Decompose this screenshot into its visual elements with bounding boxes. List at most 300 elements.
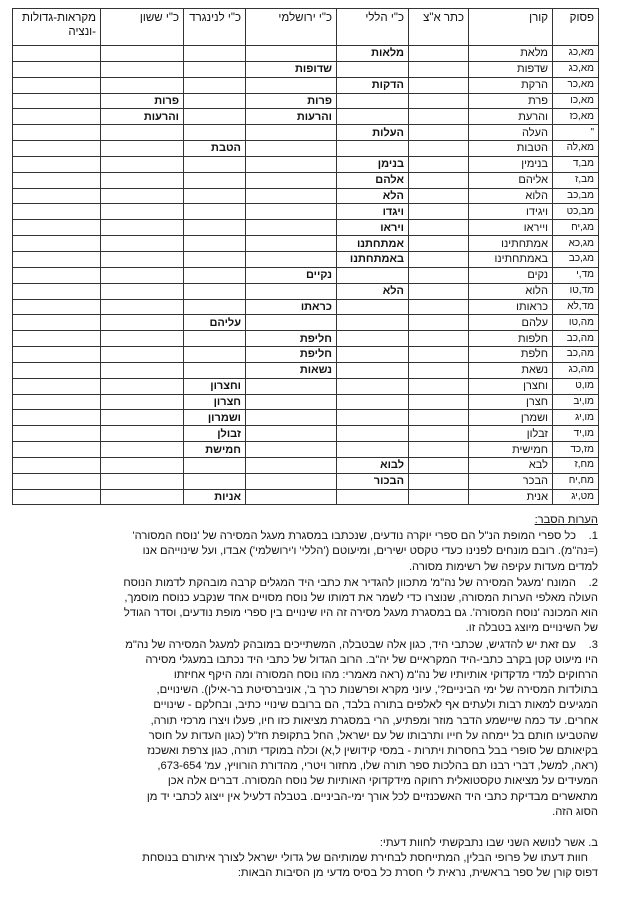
- koren-cell: הטבות: [469, 141, 553, 157]
- yerushalmi-cell: [246, 251, 337, 267]
- leningrad-cell: [184, 236, 246, 252]
- table-row: [13, 457, 599, 473]
- keter-cell: [409, 109, 469, 125]
- sasson-cell: [101, 46, 184, 62]
- leningrad-cell: [184, 331, 246, 347]
- leningrad-cell: זבולן: [184, 426, 246, 442]
- note-number: 1.: [588, 530, 598, 543]
- keter-cell: [409, 473, 469, 489]
- verse-ref-cell: מב,ז: [553, 172, 599, 188]
- keter-cell: [409, 442, 469, 458]
- keter-cell: [409, 457, 469, 473]
- yerushalmi-cell: שדופות: [246, 61, 337, 77]
- table-body: [13, 46, 599, 505]
- mikraot-gedolot-cell: [13, 61, 101, 77]
- note-item: [22, 529, 598, 575]
- yerushalmi-cell: [246, 77, 337, 93]
- table-row: [13, 267, 599, 283]
- hilleli-cell: אלהם: [337, 172, 409, 188]
- keter-cell: [409, 267, 469, 283]
- yerushalmi-cell: חליפת: [246, 347, 337, 363]
- sasson-cell: [101, 267, 184, 283]
- yerushalmi-cell: [246, 220, 337, 236]
- mikraot-gedolot-cell: [13, 299, 101, 315]
- verse-ref-cell: מא,כר: [553, 77, 599, 93]
- koren-cell: חצרן: [469, 394, 553, 410]
- leningrad-cell: הטבת: [184, 141, 246, 157]
- hilleli-cell: הלא: [337, 283, 409, 299]
- leningrad-cell: [184, 267, 246, 283]
- mikraot-gedolot-cell: [13, 378, 101, 394]
- koren-cell: וייראו: [469, 220, 553, 236]
- mikraot-gedolot-cell: [13, 362, 101, 378]
- hilleli-cell: הדקות: [337, 77, 409, 93]
- sasson-cell: [101, 251, 184, 267]
- note-line: בקיאותם של סופרי בבל בחסרות ויתרות - במסי קידושין ל,א) וכלה במוקדי תורה, כגון צרפת ואשכנז: [147, 745, 598, 758]
- mikraot-gedolot-cell: [13, 156, 101, 172]
- koren-cell: חלפות: [469, 331, 553, 347]
- sasson-cell: פרות: [101, 93, 184, 109]
- hilleli-cell: לבוא: [337, 457, 409, 473]
- section-b-line: חוות דעתו של פרופי הבלין, המתייחסת לבחירת שמותיהם של גדולי ישראל לצורך איתורם בנוסחת: [142, 852, 588, 865]
- sasson-cell: [101, 204, 184, 220]
- notes-heading: הערות הסבר:: [534, 514, 598, 526]
- koren-cell: הלוא: [469, 188, 553, 204]
- sasson-cell: [101, 362, 184, 378]
- table-row: [13, 299, 599, 315]
- table-row: [13, 204, 599, 220]
- table-row: [13, 220, 599, 236]
- note-item: [22, 576, 598, 637]
- mikraot-gedolot-cell: [13, 283, 101, 299]
- sasson-cell: [101, 172, 184, 188]
- koren-cell: הבכר: [469, 473, 553, 489]
- yerushalmi-cell: נשאות: [246, 362, 337, 378]
- table-row: [13, 188, 599, 204]
- mikraot-gedolot-cell: [13, 77, 101, 93]
- keter-cell: [409, 220, 469, 236]
- hilleli-cell: אמתחתנו: [337, 236, 409, 252]
- note-line: המעידים על מציאות טקסטואלית רחוקה מידקדוקי האותיות של נוסח המסורה. דברים אלה אכן: [167, 775, 598, 788]
- yerushalmi-cell: [246, 204, 337, 220]
- yerushalmi-cell: [246, 457, 337, 473]
- yerushalmi-cell: כראתו: [246, 299, 337, 315]
- hilleli-cell: [337, 93, 409, 109]
- hilleli-cell: [337, 315, 409, 331]
- note-line: למדים מעדות עקיפה של רשימות מסורה.: [408, 560, 598, 573]
- yerushalmi-cell: [246, 283, 337, 299]
- leningrad-cell: [184, 457, 246, 473]
- hilleli-cell: [337, 299, 409, 315]
- sasson-cell: [101, 125, 184, 141]
- leningrad-cell: ושמרון: [184, 410, 246, 426]
- table-row: [13, 426, 599, 442]
- yerushalmi-cell: [246, 156, 337, 172]
- mikraot-gedolot-cell: [13, 236, 101, 252]
- leningrad-cell: [184, 46, 246, 62]
- keter-cell: [409, 378, 469, 394]
- koren-cell: הרקת: [469, 77, 553, 93]
- col-header-verse: פסוק: [553, 9, 599, 46]
- hilleli-cell: [337, 489, 409, 505]
- note-line: הסוג הזה.: [552, 805, 598, 818]
- col-header-sasson: כ"י ששון: [101, 9, 184, 46]
- hilleli-cell: [337, 141, 409, 157]
- hilleli-cell: [337, 109, 409, 125]
- section-b: [22, 836, 598, 882]
- table-row: [13, 77, 599, 93]
- table-row: [13, 125, 599, 141]
- keter-cell: [409, 283, 469, 299]
- leningrad-cell: [184, 204, 246, 220]
- col-header-koren: קורן: [469, 9, 553, 46]
- yerushalmi-cell: [246, 473, 337, 489]
- sasson-cell: [101, 236, 184, 252]
- hilleli-cell: [337, 347, 409, 363]
- keter-cell: [409, 61, 469, 77]
- section-b-line: דפוס קורן של ספר בראשית, נראית לי חסרת כל בסיס מדעי מן הסיבות הבאות:: [237, 867, 598, 880]
- leningrad-cell: [184, 299, 246, 315]
- table-row: [13, 46, 599, 62]
- yerushalmi-cell: נקיים: [246, 267, 337, 283]
- yerushalmi-cell: [246, 125, 337, 141]
- keter-cell: [409, 299, 469, 315]
- verse-ref-cell: מד,טו: [553, 283, 599, 299]
- note-number: 2.: [588, 576, 598, 589]
- keter-cell: [409, 141, 469, 157]
- col-header-keter: כתר א"צ: [409, 9, 469, 46]
- mikraot-gedolot-cell: [13, 172, 101, 188]
- note-line: שהטביעו חותם בל יימחה על חייו ותרבותו של עם ישראל, החל בתקופת חז"ל (כגון העדות על חוסר: [148, 729, 598, 742]
- hilleli-cell: [337, 362, 409, 378]
- verse-ref-cell: מד,י: [553, 267, 599, 283]
- note-line: העולה מאלפי הערות המסורה, שנוצרו כדי לשמר את דמותו של נוסח מסויים אחד שנקבע כנוסח מוסמך,: [124, 592, 598, 605]
- leningrad-cell: [184, 61, 246, 77]
- verse-ref-cell: מו,ט: [553, 378, 599, 394]
- keter-cell: [409, 204, 469, 220]
- hilleli-cell: [337, 331, 409, 347]
- note-line: (=נה"מ). רובם מונחים לפנינו כעדי טקסט ישירים, ומיעוטם ('הללי' ו'ירושלמי') אבדו, ועל שינוייהם אנו: [142, 545, 598, 558]
- koren-cell: מלאת: [469, 46, 553, 62]
- table-row: [13, 347, 599, 363]
- table-row: [13, 236, 599, 252]
- table-row: [13, 410, 599, 426]
- verse-ref-cell: מז,כד: [553, 442, 599, 458]
- hilleli-cell: באמתחתנו: [337, 251, 409, 267]
- yerushalmi-cell: [246, 188, 337, 204]
- mikraot-gedolot-cell: [13, 188, 101, 204]
- table-row: [13, 141, 599, 157]
- note-line: הרחוקים למדי מדקדוקי אותיותיו של נה"מ (ראה מאמרי: מהו נוסח המסורה ומה היקף אחיזתו: [173, 669, 598, 682]
- table-row: [13, 93, 599, 109]
- col-header-hilleli: כ"י הללי: [337, 9, 409, 46]
- sasson-cell: [101, 61, 184, 77]
- sasson-cell: [101, 156, 184, 172]
- sasson-cell: [101, 457, 184, 473]
- sasson-cell: [101, 141, 184, 157]
- koren-cell: כראותו: [469, 299, 553, 315]
- koren-cell: אמתחתינו: [469, 236, 553, 252]
- leningrad-cell: [184, 109, 246, 125]
- hilleli-cell: הלא: [337, 188, 409, 204]
- hilleli-cell: [337, 394, 409, 410]
- leningrad-cell: [184, 156, 246, 172]
- note-line: כל ספרי המופת הנ"ל הם ספרי יוקרה נודעים, שנכתבו במסגרת מעגל המסירה של 'נוסח המסורה': [132, 530, 576, 543]
- mikraot-gedolot-cell: [13, 46, 101, 62]
- keter-cell: [409, 347, 469, 363]
- verse-ref-cell: מג,יח: [553, 220, 599, 236]
- table-row: [13, 251, 599, 267]
- koren-cell: לבא: [469, 457, 553, 473]
- mikraot-gedolot-cell: [13, 457, 101, 473]
- hilleli-cell: [337, 410, 409, 426]
- yerushalmi-cell: והרעות: [246, 109, 337, 125]
- sasson-cell: [101, 410, 184, 426]
- verse-ref-cell: מב,כב: [553, 188, 599, 204]
- keter-cell: [409, 251, 469, 267]
- yerushalmi-cell: [246, 426, 337, 442]
- sasson-cell: [101, 442, 184, 458]
- mikraot-gedolot-cell: [13, 109, 101, 125]
- sasson-cell: [101, 426, 184, 442]
- sasson-cell: [101, 220, 184, 236]
- section-b-title: ב. אשר לנושא השני שבו נתבקשתי לחוות דעתי:: [379, 837, 598, 850]
- koren-cell: עלהם: [469, 315, 553, 331]
- koren-cell: וחצרן: [469, 378, 553, 394]
- leningrad-cell: [184, 347, 246, 363]
- note-line: הוא המכונה 'נוסח המסורה'. גם במסגרת מעגל מסירה זה היו שינויים בין ספרי מופת נודעים, וסדר הגודל: [123, 607, 598, 620]
- yerushalmi-cell: [246, 489, 337, 505]
- koren-cell: העלה: [469, 125, 553, 141]
- koren-cell: פרת: [469, 93, 553, 109]
- hilleli-cell: מלאות: [337, 46, 409, 62]
- hilleli-cell: [337, 61, 409, 77]
- verse-ref-cell: מא,כג: [553, 46, 599, 62]
- verse-ref-cell: מב,ד: [553, 156, 599, 172]
- sasson-cell: [101, 315, 184, 331]
- keter-cell: [409, 394, 469, 410]
- mikraot-gedolot-cell: [13, 141, 101, 157]
- verse-ref-cell: מב,כט: [553, 204, 599, 220]
- leningrad-cell: [184, 283, 246, 299]
- sasson-cell: [101, 489, 184, 505]
- keter-cell: [409, 125, 469, 141]
- yerushalmi-cell: [246, 378, 337, 394]
- koren-cell: חלפת: [469, 347, 553, 363]
- note-line: המגיעים למאות רבות ולעתים אף לאלפים בתורה בלבד, הם ברובם שינויי כתיב, ובחלקם - שינויים: [153, 699, 598, 712]
- note-line: עם זאת יש להדגיש, שכתבי היד, כגון אלה שבטבלה, המשתייכים במובהק למעגל המסירה של נה"מ: [125, 638, 576, 651]
- sasson-cell: [101, 347, 184, 363]
- yerushalmi-cell: [246, 141, 337, 157]
- mikraot-gedolot-cell: [13, 347, 101, 363]
- keter-cell: [409, 77, 469, 93]
- table-row: [13, 315, 599, 331]
- table-row: [13, 394, 599, 410]
- yerushalmi-cell: [246, 172, 337, 188]
- hilleli-cell: ויגדו: [337, 204, 409, 220]
- verse-ref-cell: מט,יג: [553, 489, 599, 505]
- mikraot-gedolot-cell: [13, 410, 101, 426]
- note-line: בתולדות המסירה של ימי הביניים?', עיוני מקרא ופרשנות כרך ב', אוניברסיטת בר-אילן). השינויים,: [156, 684, 598, 697]
- keter-cell: [409, 331, 469, 347]
- mikraot-gedolot-cell: [13, 489, 101, 505]
- table-row: [13, 489, 599, 505]
- verse-ref-cell: ": [553, 125, 599, 141]
- sasson-cell: [101, 299, 184, 315]
- koren-cell: אנית: [469, 489, 553, 505]
- mikraot-gedolot-cell: [13, 331, 101, 347]
- hilleli-cell: בנימן: [337, 156, 409, 172]
- note-line: המונח 'מעגל המסירה של נה"מ' מתכוון להגדיר את כתבי היד המגלים קרבה מובהקת לדמות הנוסח: [123, 576, 576, 589]
- mikraot-gedolot-cell: [13, 220, 101, 236]
- leningrad-cell: חצרון: [184, 394, 246, 410]
- leningrad-cell: וחצרון: [184, 378, 246, 394]
- leningrad-cell: [184, 362, 246, 378]
- keter-cell: [409, 93, 469, 109]
- col-header-mikraot-gedolot: מקראות-גדולות -ונציה: [13, 9, 101, 46]
- verse-ref-cell: מג,כב: [553, 251, 599, 267]
- yerushalmi-cell: [246, 236, 337, 252]
- leningrad-cell: [184, 188, 246, 204]
- keter-cell: [409, 236, 469, 252]
- verse-ref-cell: מח,ז: [553, 457, 599, 473]
- leningrad-cell: [184, 125, 246, 141]
- leningrad-cell: אניות: [184, 489, 246, 505]
- sasson-cell: [101, 188, 184, 204]
- note-item: [22, 638, 598, 820]
- verse-ref-cell: מה,טו: [553, 315, 599, 331]
- col-header-yerushalmi: כ"י ירושלמי: [246, 9, 337, 46]
- hilleli-cell: [337, 426, 409, 442]
- leningrad-cell: חמישת: [184, 442, 246, 458]
- table-row: [13, 283, 599, 299]
- table-row: [13, 172, 599, 188]
- note-line: היו מיעוט קטן בקרב כתבי-היד המקראיים של יה"ב. הרוב הגדול של כתבי היד נכתבו במעגלי מסירה: [145, 653, 598, 666]
- table-row: [13, 156, 599, 172]
- hilleli-cell: [337, 442, 409, 458]
- koren-cell: חמישית: [469, 442, 553, 458]
- mikraot-gedolot-cell: [13, 473, 101, 489]
- note-line: אחרים. עד כמה שיישמע הדבר מוזר ומפתיע, הרי במסגרת מציאות כזו חיו, פעלו ויצרו מרכזי תורה,: [150, 714, 598, 727]
- verse-ref-cell: מו,יב: [553, 394, 599, 410]
- mikraot-gedolot-cell: [13, 251, 101, 267]
- leningrad-cell: [184, 220, 246, 236]
- koren-cell: ויגידו: [469, 204, 553, 220]
- yerushalmi-cell: פרות: [246, 93, 337, 109]
- verse-ref-cell: מא,כו: [553, 93, 599, 109]
- koren-cell: אליהם: [469, 172, 553, 188]
- mikraot-gedolot-cell: [13, 426, 101, 442]
- yerushalmi-cell: [246, 410, 337, 426]
- sasson-cell: [101, 394, 184, 410]
- yerushalmi-cell: חליפת: [246, 331, 337, 347]
- koren-cell: באמתחתינו: [469, 251, 553, 267]
- verse-ref-cell: מא,כז: [553, 109, 599, 125]
- sasson-cell: [101, 283, 184, 299]
- table-row: [13, 378, 599, 394]
- col-header-leningrad: כ"י לנינגרד: [184, 9, 246, 46]
- koren-cell: ושמרן: [469, 410, 553, 426]
- note-line: מתאשרים מבדיקת כתבי היד האשכנזיים לכל אורך ימי-הביניים. בטבלה דלעיל אין ייצוג לכתבי יד מן: [146, 790, 598, 803]
- keter-cell: [409, 489, 469, 505]
- manuscript-comparison-table: [12, 8, 599, 505]
- leningrad-cell: [184, 77, 246, 93]
- verse-ref-cell: מה,כב: [553, 331, 599, 347]
- hilleli-cell: העלות: [337, 125, 409, 141]
- keter-cell: [409, 315, 469, 331]
- sasson-cell: והרעות: [101, 109, 184, 125]
- leningrad-cell: [184, 172, 246, 188]
- note-line: של השינויים מיוצג בטבלה זו.: [465, 622, 598, 635]
- leningrad-cell: [184, 473, 246, 489]
- verse-ref-cell: מח,יח: [553, 473, 599, 489]
- koren-cell: זבלון: [469, 426, 553, 442]
- note-line: (ראה, למשל, דברי רבנו תם בהלכות ספר תורה שלו, מחזור ויטרי, מהדורת הורוויץ, עמ' 673-654,: [157, 760, 598, 773]
- mikraot-gedolot-cell: [13, 442, 101, 458]
- keter-cell: [409, 410, 469, 426]
- koren-cell: והרעת: [469, 109, 553, 125]
- hilleli-cell: [337, 378, 409, 394]
- verse-ref-cell: מג,כא: [553, 236, 599, 252]
- keter-cell: [409, 172, 469, 188]
- verse-ref-cell: מה,כג: [553, 362, 599, 378]
- table-row: [13, 61, 599, 77]
- keter-cell: [409, 362, 469, 378]
- table-row: [13, 442, 599, 458]
- verse-ref-cell: מו,יג: [553, 410, 599, 426]
- sasson-cell: [101, 77, 184, 93]
- koren-cell: בנימין: [469, 156, 553, 172]
- mikraot-gedolot-cell: [13, 267, 101, 283]
- keter-cell: [409, 188, 469, 204]
- mikraot-gedolot-cell: [13, 315, 101, 331]
- keter-cell: [409, 426, 469, 442]
- leningrad-cell: עליהם: [184, 315, 246, 331]
- table-row: [13, 362, 599, 378]
- keter-cell: [409, 46, 469, 62]
- hilleli-cell: ויראו: [337, 220, 409, 236]
- verse-ref-cell: מא,כג: [553, 61, 599, 77]
- koren-cell: נשאת: [469, 362, 553, 378]
- table-header-row: [13, 9, 599, 46]
- table-row: [13, 473, 599, 489]
- mikraot-gedolot-cell: [13, 125, 101, 141]
- leningrad-cell: [184, 93, 246, 109]
- table-row: [13, 109, 599, 125]
- hilleli-cell: [337, 267, 409, 283]
- mikraot-gedolot-cell: [13, 204, 101, 220]
- keter-cell: [409, 156, 469, 172]
- verse-ref-cell: מו,יד: [553, 426, 599, 442]
- koren-cell: נקים: [469, 267, 553, 283]
- note-number: 3.: [588, 638, 598, 651]
- sasson-cell: [101, 378, 184, 394]
- mikraot-gedolot-cell: [13, 93, 101, 109]
- yerushalmi-cell: [246, 315, 337, 331]
- sasson-cell: [101, 331, 184, 347]
- mikraot-gedolot-cell: [13, 394, 101, 410]
- verse-ref-cell: מא,לה: [553, 141, 599, 157]
- leningrad-cell: [184, 251, 246, 267]
- yerushalmi-cell: [246, 394, 337, 410]
- table-row: [13, 331, 599, 347]
- hilleli-cell: הבכור: [337, 473, 409, 489]
- explanatory-notes: [22, 513, 598, 882]
- verse-ref-cell: מד,לא: [553, 299, 599, 315]
- notes-list: [22, 529, 598, 820]
- verse-ref-cell: מה,כב: [553, 347, 599, 363]
- sasson-cell: [101, 473, 184, 489]
